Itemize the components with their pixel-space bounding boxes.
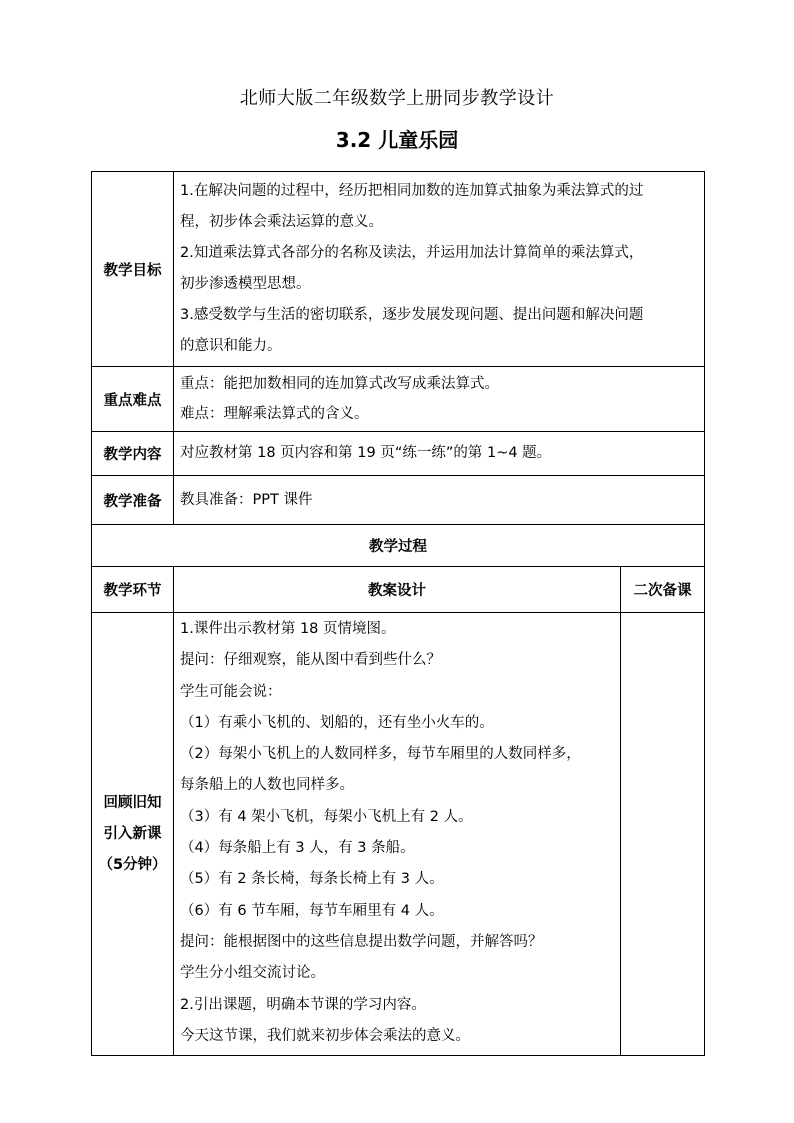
key-points-label: 重点难点 xyxy=(92,367,174,432)
design-line: 提问：能根据图中的这些信息提出数学问题，并解答吗？ xyxy=(180,933,543,950)
stage-label xyxy=(92,613,174,1056)
key-points-content xyxy=(174,367,705,432)
design-line: （6）有 6 节车厢，每节车厢里有 4 人。 xyxy=(180,902,444,919)
row-content xyxy=(92,432,705,476)
col-design-header: 教案设计 xyxy=(174,567,621,613)
document-subtitle: 北师大版二年级数学上册同步教学设计 xyxy=(239,88,555,109)
process-heading: 教学过程 xyxy=(92,525,705,567)
objectives-label: 教学目标 xyxy=(92,172,174,367)
objectives-content xyxy=(174,172,705,367)
design-line: 今天这节课，我们就来初步体会乘法的意义。 xyxy=(180,1027,470,1044)
objectives-line: 2.知道乘法算式各部分的名称及读法，并运用加法计算简单的乘法算式， xyxy=(180,245,644,261)
stage-label-line: 回顾旧知 xyxy=(103,794,162,811)
row-process-heading xyxy=(92,525,705,567)
lesson-plan-table xyxy=(91,171,705,1056)
design-line: 1.课件出示教材第 18 页情境图。 xyxy=(180,621,396,637)
preparation-text: 教具准备：PPT 课件 xyxy=(174,476,705,525)
objectives-line: 程，初步体会乘法运算的意义。 xyxy=(180,214,383,230)
row-key-points xyxy=(92,367,705,432)
objectives-line: 3.感受数学与生活的密切联系，逐步发展发现问题、提出问题和解决问题 xyxy=(180,307,644,323)
design-line: （5）有 2 条长椅，每条长椅上有 3 人。 xyxy=(180,871,444,888)
design-line: 每条船上的人数也同样多。 xyxy=(180,777,354,794)
design-line: 提问：仔细观察，能从图中看到些什么？ xyxy=(180,652,441,669)
content-label: 教学内容 xyxy=(92,432,174,476)
col-notes-header: 二次备课 xyxy=(621,567,705,613)
key-point-line: 难点：理解乘法算式的含义。 xyxy=(180,406,369,422)
row-process-columns xyxy=(92,567,705,613)
row-objectives xyxy=(92,172,705,367)
preparation-label: 教学准备 xyxy=(92,476,174,525)
stage-label-line: 引入新课 xyxy=(103,825,162,842)
design-line: 学生分小组交流讨论。 xyxy=(180,965,325,982)
objectives-line: 1.在解决问题的过程中，经历把相同加数的连加算式抽象为乘法算式的过 xyxy=(180,183,644,199)
design-line: （3）有 4 架小飞机，每架小飞机上有 2 人。 xyxy=(180,808,473,825)
design-line: （1）有乘小飞机的、划船的，还有坐小火车的。 xyxy=(180,714,494,731)
document-title: 3.2 儿童乐园 xyxy=(335,128,459,152)
design-line: 2.引出课题，明确本节课的学习内容。 xyxy=(180,996,426,1013)
row-process-stage-1 xyxy=(92,613,705,1056)
design-line: （4）每条船上有 3 人，有 3 条船。 xyxy=(180,840,415,857)
col-stage-header: 教学环节 xyxy=(92,567,174,613)
design-content xyxy=(174,613,621,1056)
design-line: 学生可能会说： xyxy=(180,683,282,700)
row-preparation xyxy=(92,476,705,525)
key-point-line: 重点：能把加数相同的连加算式改写成乘法算式。 xyxy=(180,376,499,392)
objectives-line: 初步渗透模型思想。 xyxy=(180,276,311,292)
notes-cell xyxy=(621,613,705,1056)
design-line: （2）每架小飞机上的人数同样多，每节车厢里的人数同样多， xyxy=(180,746,581,763)
content-text: 对应教材第 18 页内容和第 19 页“练一练”的第 1~4 题。 xyxy=(174,432,705,476)
objectives-line: 的意识和能力。 xyxy=(180,338,282,354)
stage-label-line: （5分钟） xyxy=(98,856,167,873)
